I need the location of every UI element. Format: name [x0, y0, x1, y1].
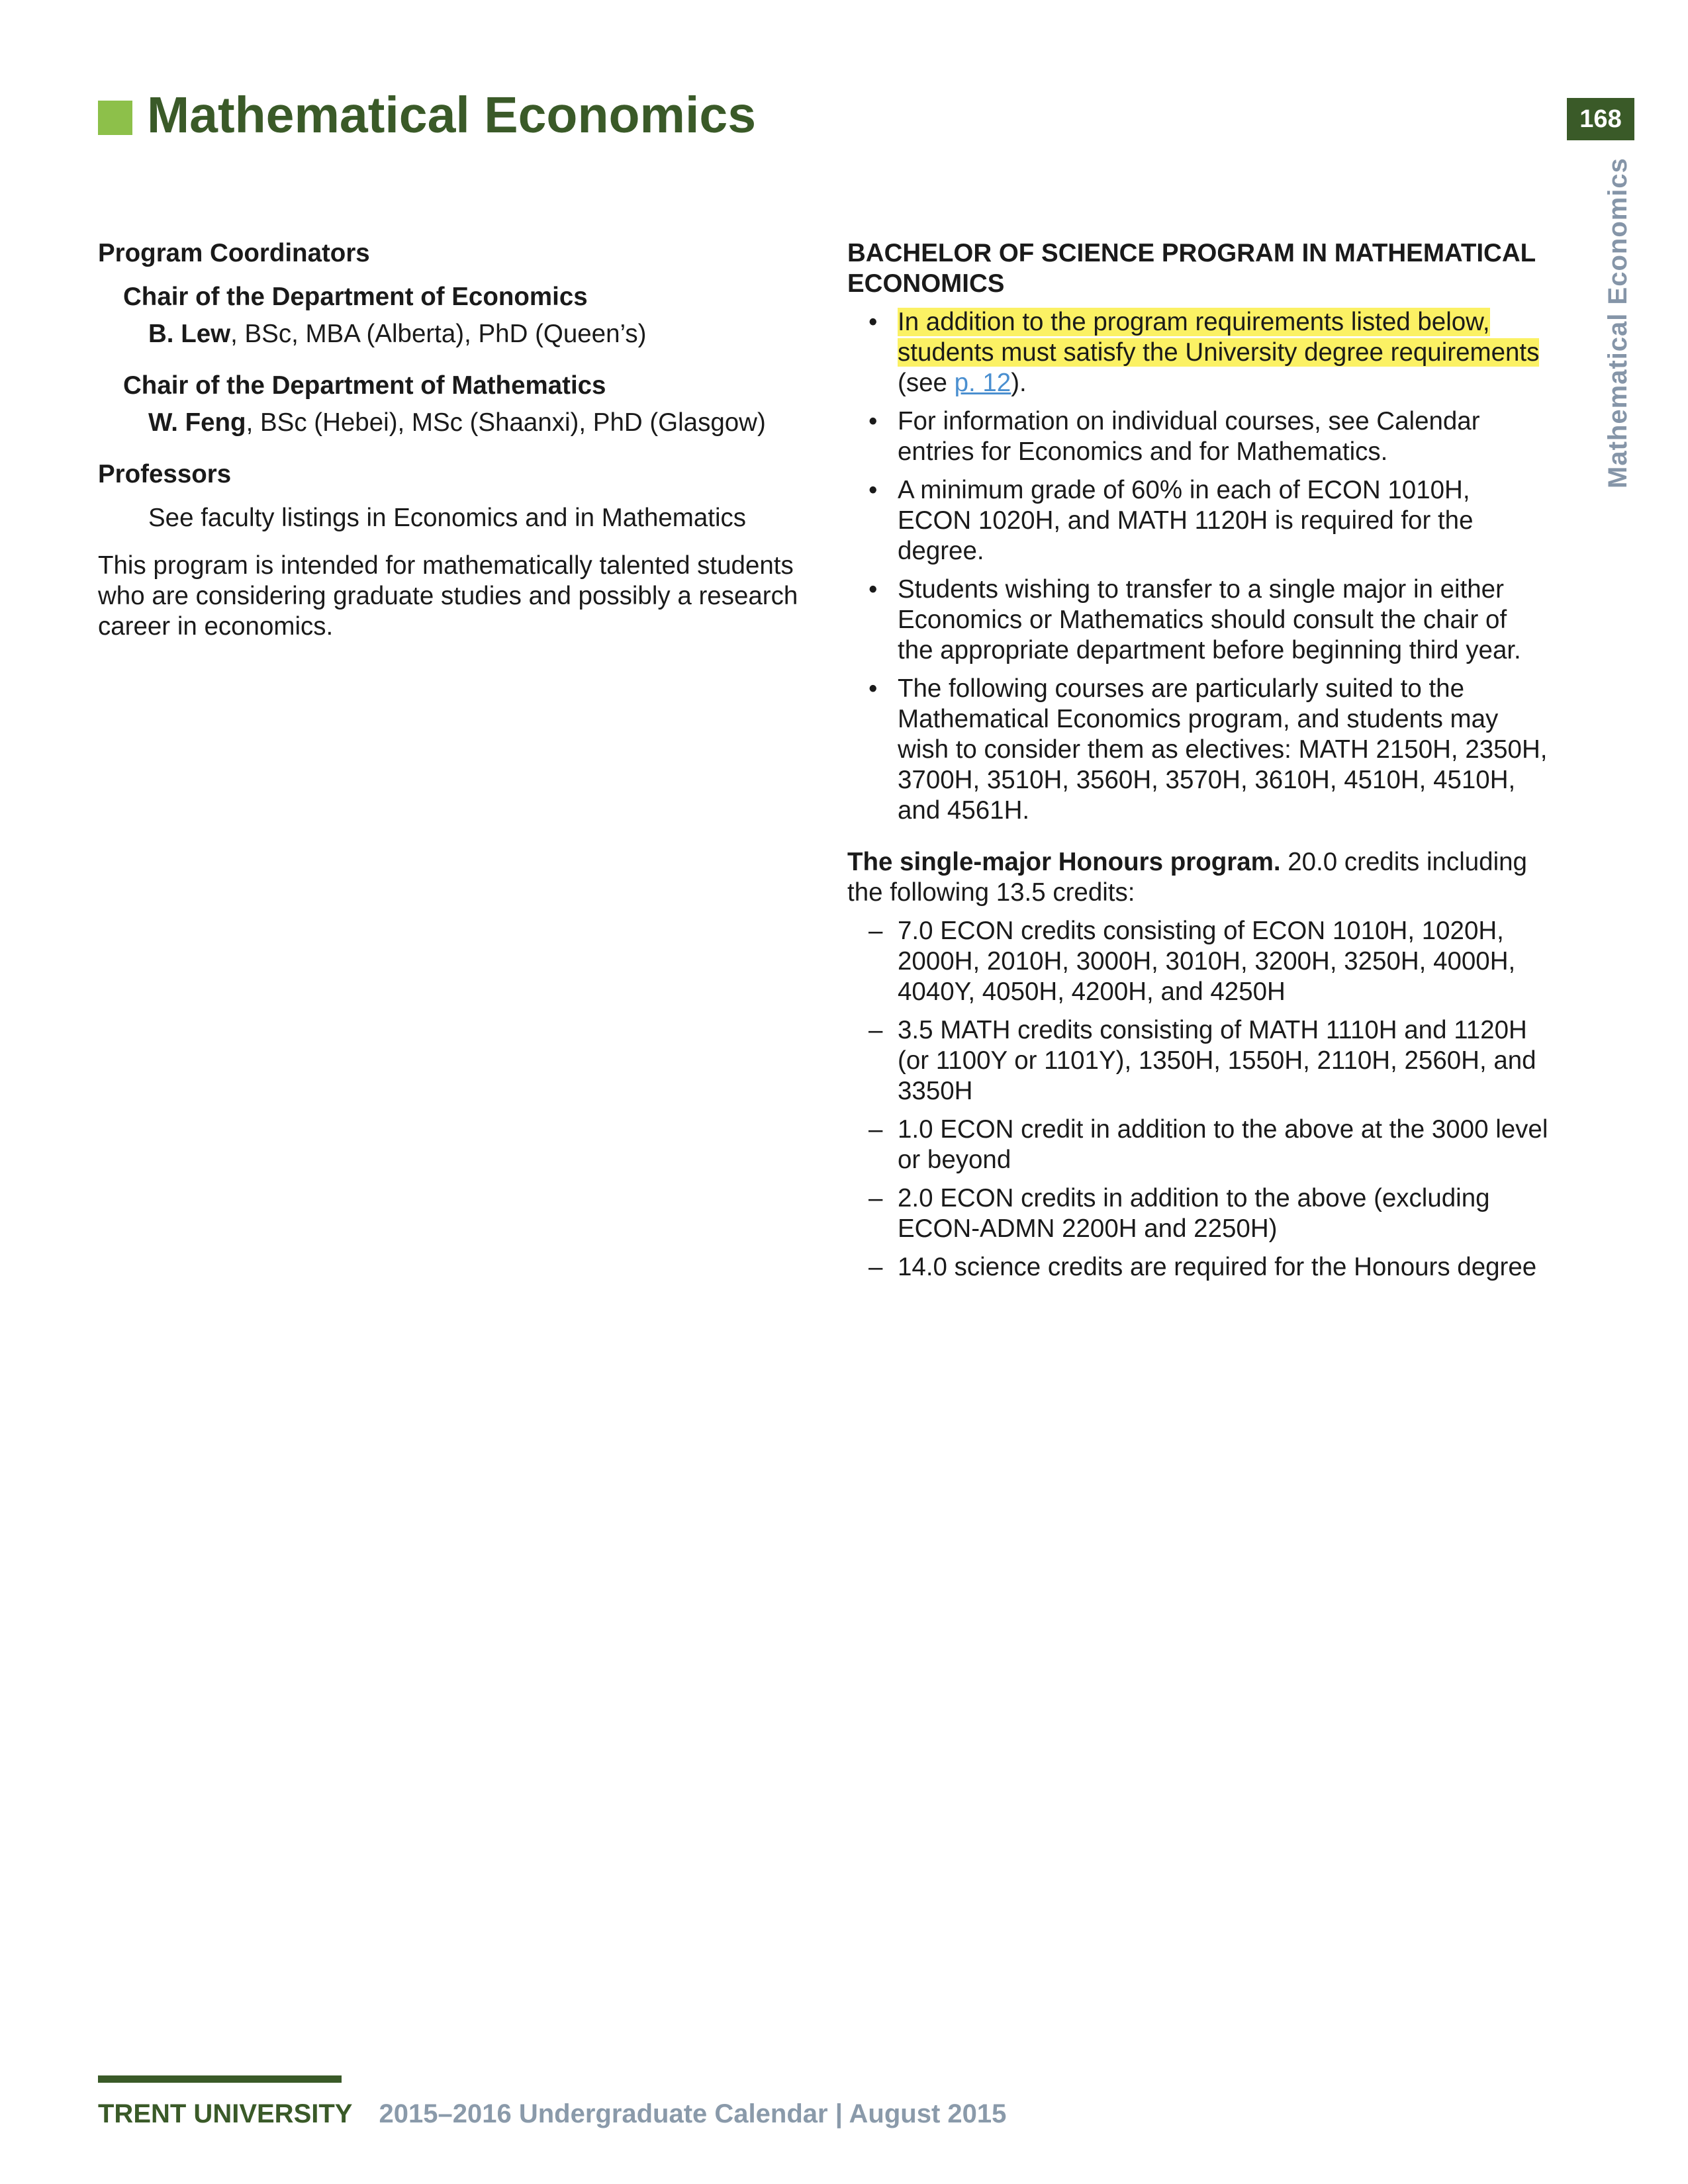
side-section-label: Mathematical Economics: [1603, 158, 1632, 488]
page-number-badge: 168: [1567, 98, 1634, 140]
page-12-link[interactable]: p. 12: [954, 369, 1011, 397]
requirement-text: 2.0 ECON credits in addition to the above (excluding ECON-ADMN 2200H and 2250H): [898, 1184, 1490, 1243]
math-chair-heading: Chair of the Department of Mathematics: [123, 371, 606, 400]
footer: [98, 2099, 1006, 2129]
requirement-text: 7.0 ECON credits consisting of ECON 1010H, 1020H, 2000H, 2010H, 3000H, 3010H, 3200H, 3250H, 4000H, 4040Y, 4050H, 4200H, and 4250H: [898, 917, 1516, 1006]
dash-icon: –: [868, 1016, 883, 1044]
list-item: [847, 406, 1549, 467]
professors-heading: Professors: [98, 460, 232, 488]
bullet-text: (see: [898, 369, 955, 397]
requirement-text: 14.0 science credits are required for the Honours degree: [898, 1253, 1537, 1281]
dash-icon: –: [868, 1253, 883, 1281]
econ-chair-name: B. Lew: [148, 320, 231, 348]
list-item: [847, 1252, 1549, 1283]
title-square-icon: [98, 101, 132, 135]
footer-divider: [98, 2075, 342, 2083]
page-title: Mathematical Economics: [147, 87, 757, 144]
program-notes-list: [847, 307, 1549, 826]
bullet-text: A minimum grade of 60% in each of ECON 1010H, ECON 1020H, and MATH 1120H is required for the degree.: [898, 476, 1474, 565]
bullet-icon: •: [868, 476, 878, 504]
bullet-text: Students wishing to transfer to a single major in either Economics or Mathematics should consult the chair of the appropriate department before beginning third year.: [898, 575, 1521, 664]
list-item: [847, 1115, 1549, 1175]
econ-chair-entry: [148, 319, 813, 349]
math-chair-credentials: , BSc (Hebei), MSc (Shaanxi), PhD (Glasgow): [246, 408, 766, 437]
bullet-icon: •: [868, 407, 878, 435]
requirement-text: 3.5 MATH credits consisting of MATH 1110H and 1120H (or 1100Y or 1101Y), 1350H, 1550H, 2110H, 2560H, and 3350H: [898, 1016, 1536, 1105]
list-item: [847, 916, 1549, 1007]
footer-university: TRENT UNIVERSITY: [98, 2099, 353, 2128]
bullet-icon: •: [868, 575, 878, 604]
list-item: [847, 1015, 1549, 1107]
intro-paragraph: This program is intended for mathematically talented students who are considering graduate studies and possibly a research career in economics.: [98, 551, 798, 641]
requirement-text: 1.0 ECON credit in addition to the above at the 3000 level or beyond: [898, 1115, 1548, 1174]
list-item: [847, 475, 1549, 567]
honours-text: 20.0 credits including the following 13.5 credits:: [847, 848, 1527, 907]
list-item: [847, 307, 1549, 398]
bullet-text: For information on individual courses, see Calendar entries for Economics and for Mathematics.: [898, 407, 1480, 466]
honours-intro: [847, 847, 1549, 908]
math-chair-name: W. Feng: [148, 408, 246, 437]
highlighted-text: In addition to the program requirements listed below, students must satisfy the University degree requirements: [898, 308, 1540, 367]
right-column: [847, 238, 1549, 1283]
dash-icon: –: [868, 1184, 883, 1212]
econ-chair-credentials: , BSc, MBA (Alberta), PhD (Queen’s): [230, 320, 647, 348]
bullet-icon: •: [868, 308, 878, 336]
math-chair-entry: [148, 408, 813, 438]
econ-chair-heading: Chair of the Department of Economics: [123, 283, 588, 311]
bullet-icon: •: [868, 674, 878, 703]
list-item: [847, 574, 1549, 666]
coordinators-heading: Program Coordinators: [98, 239, 370, 267]
list-item: [847, 674, 1549, 826]
list-item: [847, 1183, 1549, 1244]
honours-heading: The single-major Honours program.: [847, 848, 1281, 876]
left-column: [98, 238, 813, 642]
dash-icon: –: [868, 917, 883, 945]
bullet-text: The following courses are particularly suited to the Mathematical Economics program, and students may wish to consider them as electives: MATH 2150H, 2350H, 3700H, 3510H, 3560H, 3570H, 3610H, 4510H, 4510H, and 4561H.: [898, 674, 1548, 825]
program-heading: BACHELOR OF SCIENCE PROGRAM IN MATHEMATICAL ECONOMICS: [847, 239, 1536, 298]
footer-calendar: 2015–2016 Undergraduate Calendar | August 2015: [379, 2099, 1007, 2128]
requirements-list: [847, 916, 1549, 1283]
dash-icon: –: [868, 1115, 883, 1144]
bullet-text: ).: [1011, 369, 1027, 397]
professors-text: See faculty listings in Economics and in Mathematics: [148, 504, 747, 532]
